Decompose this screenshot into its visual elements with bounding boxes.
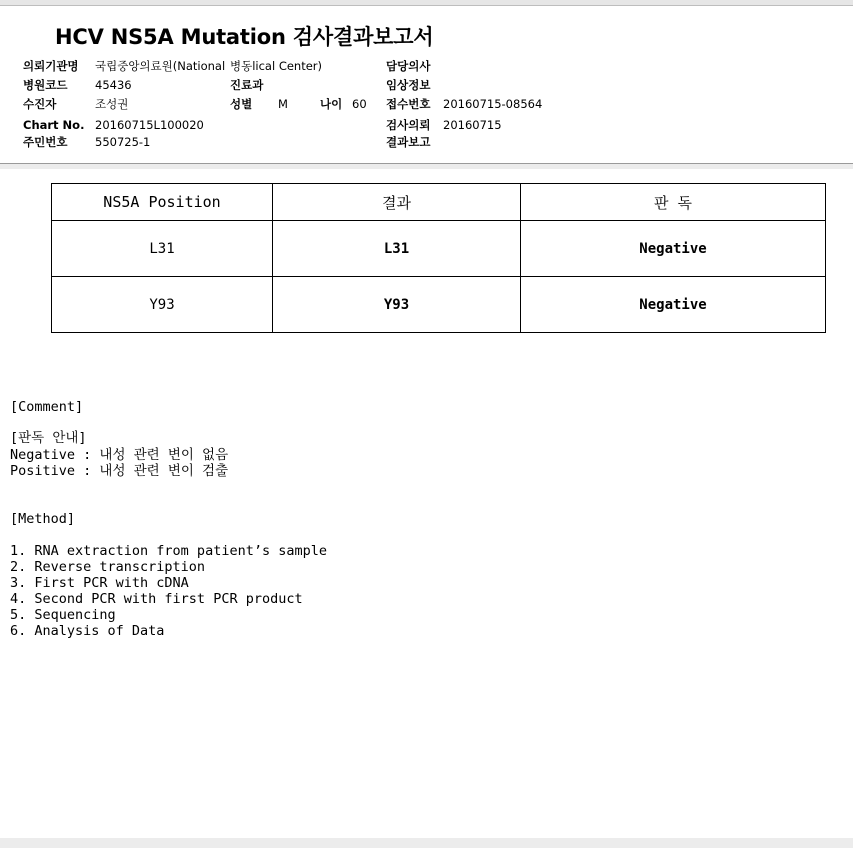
chart-label: Chart No.	[23, 118, 85, 132]
table-header-row	[52, 184, 826, 221]
hospital-code-label: 병원코드	[23, 78, 68, 92]
bottom-border	[0, 838, 853, 848]
patient-value: 조성권	[95, 97, 129, 111]
result-cell: Y93	[273, 277, 521, 333]
table-row	[52, 277, 826, 333]
result-cell: L31	[273, 221, 521, 277]
department-label: 진료과	[230, 78, 264, 92]
receipt-label: 접수번호	[386, 97, 431, 111]
interpretation-cell: Negative	[521, 221, 826, 277]
positive-guide-line: Positive : 내성 관련 변이 검출	[10, 463, 229, 479]
method-step: 4. Second PCR with first PCR product	[10, 591, 303, 607]
age-value: 60	[352, 97, 367, 111]
method-step: 3. First PCR with cDNA	[10, 575, 189, 591]
col-header-position: NS5A Position	[52, 184, 273, 221]
report-title: HCV NS5A Mutation 검사결과보고서	[55, 25, 434, 49]
id-value: 550725-1	[95, 135, 151, 149]
report-date-label: 결과보고	[386, 135, 431, 149]
request-label: 검사의뢰	[386, 118, 431, 132]
chart-value: 20160715L100020	[95, 118, 204, 132]
institution-value: 국립중앙의료원(National	[95, 59, 226, 73]
method-heading: [Method]	[10, 511, 76, 527]
col-header-interpretation: 판 독	[521, 184, 826, 221]
table-row	[52, 221, 826, 277]
position-cell: Y93	[52, 277, 273, 333]
sex-value: M	[278, 97, 288, 111]
method-step: 5. Sequencing	[10, 607, 116, 623]
age-label: 나이	[320, 97, 343, 111]
clinical-info-label: 임상정보	[386, 78, 431, 92]
results-table	[51, 183, 826, 333]
institution-label: 의뢰기관명	[23, 59, 79, 73]
top-border-line	[0, 5, 853, 6]
method-step: 1. RNA extraction from patient’s sample	[10, 543, 327, 559]
patient-label: 수진자	[23, 97, 57, 111]
negative-guide-line: Negative : 내성 관련 변이 없음	[10, 447, 229, 463]
institution-overlap-text: 병동lical Center)	[230, 59, 323, 73]
method-step: 2. Reverse transcription	[10, 559, 206, 575]
guide-heading: [판독 안내]	[10, 430, 87, 446]
hospital-code-value: 45436	[95, 78, 132, 92]
method-step: 6. Analysis of Data	[10, 623, 165, 639]
position-cell: L31	[52, 221, 273, 277]
header-divider-band	[0, 164, 853, 169]
col-header-result: 결과	[273, 184, 521, 221]
receipt-value: 20160715-08564	[443, 97, 543, 111]
sex-label: 성별	[230, 97, 253, 111]
id-label: 주민번호	[23, 135, 68, 149]
interpretation-cell: Negative	[521, 277, 826, 333]
comment-heading: [Comment]	[10, 399, 84, 415]
doctor-label: 담당의사	[386, 59, 431, 73]
request-value: 20160715	[443, 118, 502, 132]
